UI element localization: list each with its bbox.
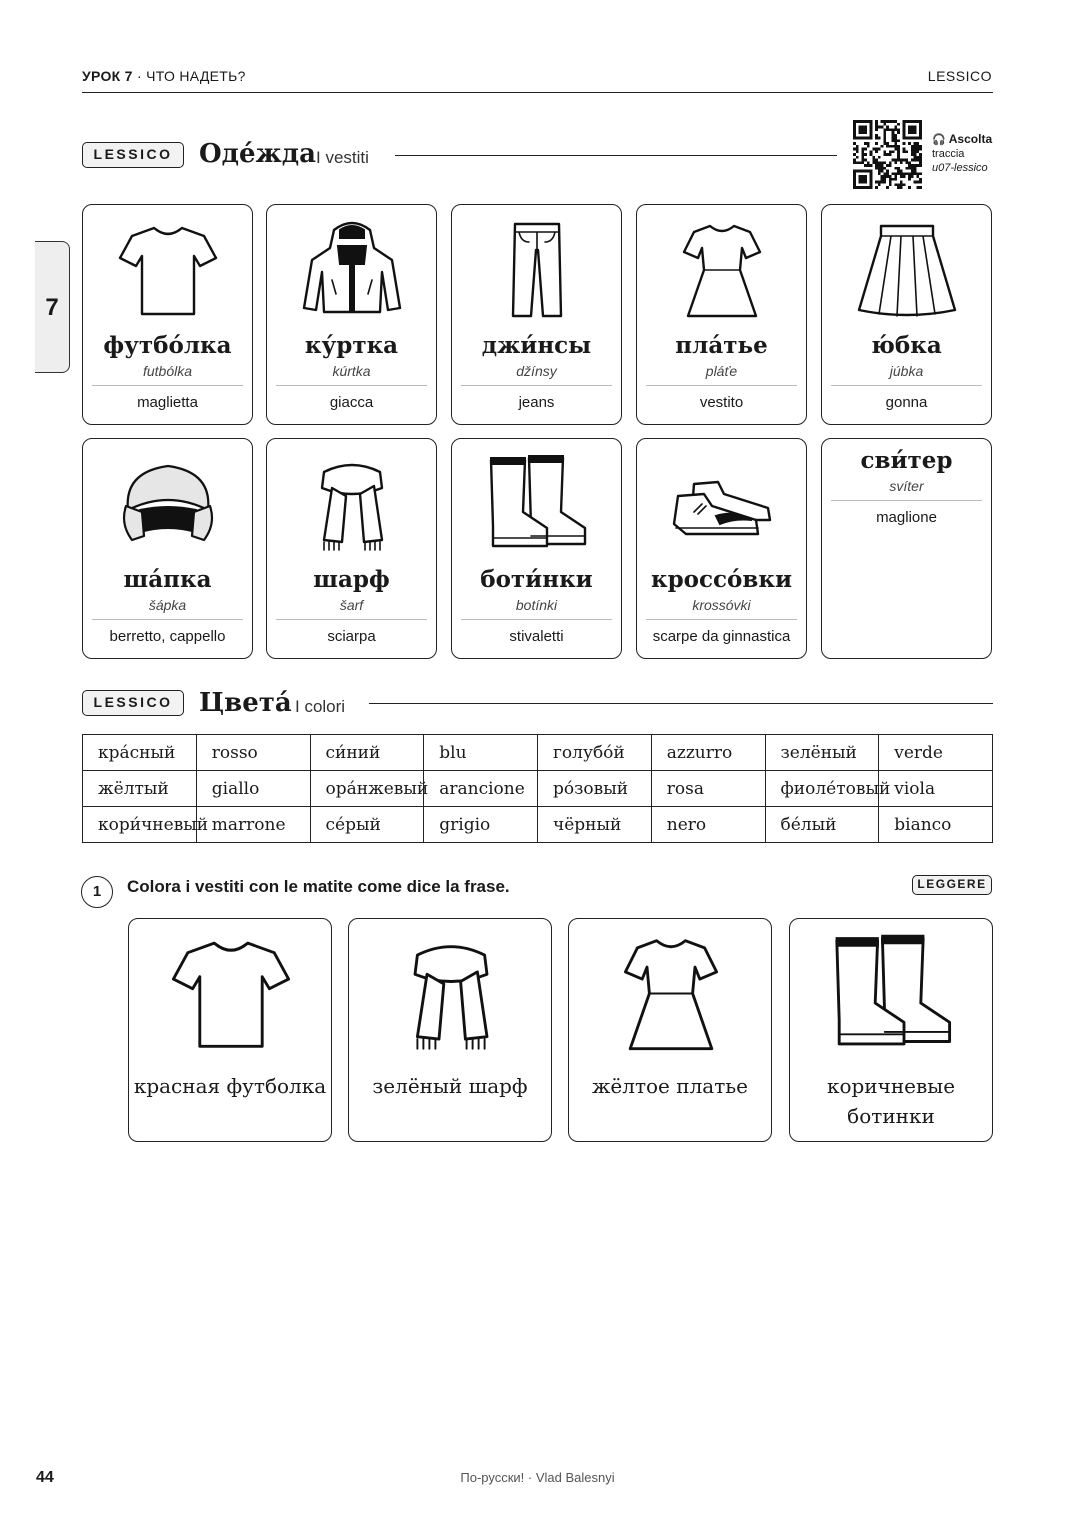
running-header-section: LESSICO (927, 68, 992, 84)
vocab-transliteration: pláťe (705, 363, 738, 379)
chapter-thumb-tab (35, 241, 70, 373)
vocab-card-tshirt (82, 204, 253, 425)
vocab-transliteration: šarf (339, 597, 364, 613)
color-russian: бе́лый (765, 807, 879, 843)
sneakers-icon (672, 449, 772, 559)
color-italian: rosso (196, 735, 310, 771)
section-tag-lessico: LESSICO (82, 690, 184, 716)
vocab-russian: пла́тье (675, 332, 768, 359)
vocab-russian: боти́нки (480, 566, 593, 593)
section-title-clothes: Оде́жда (199, 139, 316, 169)
vocab-russian: шарф (313, 566, 390, 593)
vocab-italian: berretto, cappello (109, 628, 226, 645)
vocab-italian: maglione (876, 509, 937, 526)
vocab-russian: сви́тер (860, 447, 953, 474)
color-russian: зелёный (765, 735, 879, 771)
section-subtitle-colors: I colori (295, 697, 346, 716)
boots-icon (487, 449, 587, 559)
color-italian: giallo (196, 771, 310, 807)
vocab-transliteration: šápka (148, 597, 187, 613)
dress-icon (672, 215, 772, 325)
vocab-card-jeans (451, 204, 622, 425)
vocab-italian: sciarpa (327, 628, 376, 645)
color-russian: ро́зовый (538, 771, 652, 807)
chapter-number: 7 (45, 294, 59, 321)
page-number: 44 (36, 1469, 54, 1486)
exercise-card-tshirt[interactable] (128, 918, 332, 1142)
color-italian: azzurro (651, 735, 765, 771)
color-italian: bianco (879, 807, 993, 843)
tshirt-icon (171, 931, 291, 1056)
vocab-russian: кроссо́вки (650, 566, 793, 593)
section-rule (369, 703, 993, 704)
exercise-card-scarf[interactable] (348, 918, 552, 1142)
audio-line2: traccia (932, 148, 965, 160)
section-rule (395, 155, 837, 156)
exercise-number: 1 (81, 876, 113, 908)
vocab-transliteration: džínsy (516, 363, 557, 379)
vocab-russian: ку́ртка (304, 332, 399, 359)
exercise-tag-leggere: LEGGERE (912, 875, 992, 895)
dress-icon (611, 931, 731, 1056)
vocab-italian: maglietta (137, 394, 198, 411)
vocab-divider (646, 385, 797, 386)
vocab-italian: scarpe da ginnastica (652, 628, 791, 645)
exercise-card-dress[interactable] (568, 918, 772, 1142)
vocab-russian: джи́нсы (481, 332, 592, 359)
vocab-divider (831, 385, 982, 386)
color-italian: rosa (651, 771, 765, 807)
vocab-italian: giacca (329, 394, 374, 411)
color-russian: кори́чневый (83, 807, 197, 843)
audio-track-note (932, 132, 992, 175)
color-italian: marrone (196, 807, 310, 843)
vocab-card-skirt (821, 204, 992, 425)
color-italian: nero (651, 807, 765, 843)
vocab-russian: футбо́лка (103, 332, 232, 359)
exercise-caption: красная футболка (133, 1074, 327, 1098)
vocab-divider (461, 385, 612, 386)
vocab-italian: gonna (885, 394, 928, 411)
vocab-card-jacket (266, 204, 437, 425)
color-italian: viola (879, 771, 993, 807)
section-tag-lessico: LESSICO (82, 142, 184, 168)
colors-row (83, 735, 993, 771)
lesson-number: УРОК 7 (82, 68, 133, 84)
scarf-icon (391, 931, 511, 1056)
audio-track-id: u07-lessico (932, 162, 988, 174)
vocab-transliteration: júbka (889, 363, 924, 379)
color-russian: ора́нжевый (310, 771, 424, 807)
jacket-icon (302, 215, 402, 325)
section-subtitle-clothes: I vestiti (316, 148, 369, 167)
colors-row (83, 771, 993, 807)
section-title-colors: Цвета́ (199, 688, 292, 718)
vocab-card-scarf (266, 438, 437, 659)
vocab-card-sneakers (636, 438, 807, 659)
color-russian: чёрный (538, 807, 652, 843)
audio-label: Ascolta (948, 132, 993, 146)
vocab-card-boots (451, 438, 622, 659)
exercise-caption: зелёный шарф (372, 1074, 528, 1098)
tshirt-icon (118, 215, 218, 325)
exercise-instruction: Colora i vestiti con le matite come dice la frase. (127, 877, 510, 896)
header-separator: · (132, 68, 147, 84)
vocab-italian: vestito (699, 394, 744, 411)
color-russian: се́рый (310, 807, 424, 843)
vocab-divider (92, 619, 243, 620)
color-italian: blu (424, 735, 538, 771)
vocab-transliteration: svíter (889, 478, 924, 494)
header-rule (82, 92, 993, 93)
vocab-divider (831, 500, 982, 501)
vocab-divider (276, 619, 427, 620)
vocab-transliteration: futbólka (142, 363, 193, 379)
vocab-divider (646, 619, 797, 620)
running-header-lesson (82, 68, 246, 84)
exercise-card-boots[interactable] (789, 918, 993, 1142)
jeans-icon (487, 215, 587, 325)
exercise-caption: коричневые ботинки (826, 1074, 956, 1128)
exercise-caption: жёлтое платье (592, 1074, 748, 1098)
color-russian: фиоле́товый (765, 771, 879, 807)
color-russian: жёлтый (83, 771, 197, 807)
lesson-title: ЧТО НАДЕТЬ? (146, 68, 246, 84)
vocab-card-sweater (821, 438, 992, 659)
scarf-icon (302, 449, 402, 559)
fur-hat-icon (118, 449, 218, 559)
vocab-transliteration: krossóvki (692, 597, 751, 613)
vocab-russian: ю́бка (871, 332, 942, 359)
colors-table (82, 734, 993, 843)
vocab-card-dress (636, 204, 807, 425)
vocab-transliteration: botínki (515, 597, 558, 613)
headphones-icon: 🎧 (932, 134, 946, 146)
vocab-transliteration: kúrtka (332, 363, 371, 379)
color-italian: arancione (424, 771, 538, 807)
vocab-italian: jeans (518, 394, 555, 411)
color-russian: кра́сный (83, 735, 197, 771)
color-italian: verde (879, 735, 993, 771)
vocab-russian: ша́пка (123, 566, 212, 593)
colors-row (83, 807, 993, 843)
color-russian: голубо́й (538, 735, 652, 771)
skirt-icon (857, 215, 957, 325)
vocab-divider (461, 619, 612, 620)
vocab-italian: stivaletti (509, 628, 564, 645)
color-italian: grigio (424, 807, 538, 843)
vocab-divider (92, 385, 243, 386)
qr-code-icon[interactable] (853, 120, 922, 189)
vocab-card-hat (82, 438, 253, 659)
vocab-divider (276, 385, 427, 386)
page-footer: По-русски! · Vlad Balesnyi (460, 1470, 615, 1485)
boots-icon (832, 931, 952, 1056)
color-russian: си́ний (310, 735, 424, 771)
